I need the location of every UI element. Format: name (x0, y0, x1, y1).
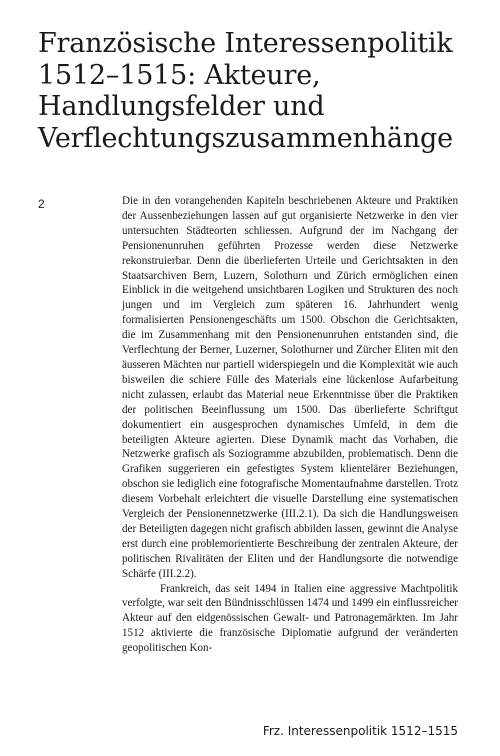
chapter-number: 2 (38, 197, 45, 211)
paragraph: Die in den vorangehenden Kapiteln beschriebenen Akteure und Praktiken der Aussenbeziehungen lassen auf gut organisierte Netzwerke in den vier untersuchten Städteorten schliessen. Aufgrund der im Nachgang der Pensionenunruhen geführten Prozesse werden diese Netzwerke rekonstruierbar. Denn die überlieferten Urteile und Gerichtsakten in den Staatsarchiven Bern, Luzern, Solothurn und Zürich ermöglichen einen Einblick in die weitgehend unsichtbaren Logiken und Strukturen des noch jungen und im Vergleich zum späteren 16. Jahrhundert wenig formalisierten Pensionengeschäfts um 1500. Obschon die Gerichtsakten, die im Zusammenhang mit den Pensionenunruhen entstanden sind, die Verflechtung der Berner, Luzerner, Solothurner und Zürcher Eliten mit den äusseren Mächten nur partiell widerspiegeln und die Komplexität wie auch bisweilen die schiere Fülle des Materials eine lückenlose Aufarbeitung nicht zulassen, erlaubt das Material neue Erkenntnisse über die Praktiken der politischen Beeinflussung um 1500. Das überlieferte Schriftgut dokumentiert ein ausgesprochen dynamisches Umfeld, in dem die beteiligten Akteure agierten. Diese Dynamik macht das Vorhaben, die Netzwerke grafisch als Soziogramme abzubilden, problematisch. Denn die Grafiken suggerieren ein gefestigtes System klientelärer Beziehungen, obschon sie lediglich eine fotografische Momentaufnahme darstellen. Trotz diesem Vorbehalt erleichtert die visuelle Darstellung eine systematischen Vergleich der Pensionennetzwerke (III.2.1). Da sich die Handlungsweisen der Beteiligten dagegen nicht grafisch abbilden lassen, gewinnt die Analyse erst durch eine problemorientierte Beschreibung der zentralen Akteure, der politischen Rivalitäten der Eliten und der Handlungsorte die notwendige Schärfe (III.2.2). (122, 195, 458, 580)
paragraph: Frankreich, das seit 1494 in Italien eine aggressive Machtpolitik verfolgte, war seit den Bündnisschlüssen 1474 und 1499 ein einflussreicher Akteur auf den eidgenössischen Gewalt- und Patronagemärkten. Im Jahr 1512 aktivierte die französische Diplomatie aufgrund der veränderten geopolitischen Kon- (122, 582, 458, 655)
body-text (122, 194, 458, 656)
running-footer: Frz. Interessenpolitik 1512–1515 (262, 724, 458, 738)
page-title: Französische Interessenpolitik 1512–1515: Akteure, Handlungsfelder und Verflechtungszusammenhänge (38, 28, 453, 154)
